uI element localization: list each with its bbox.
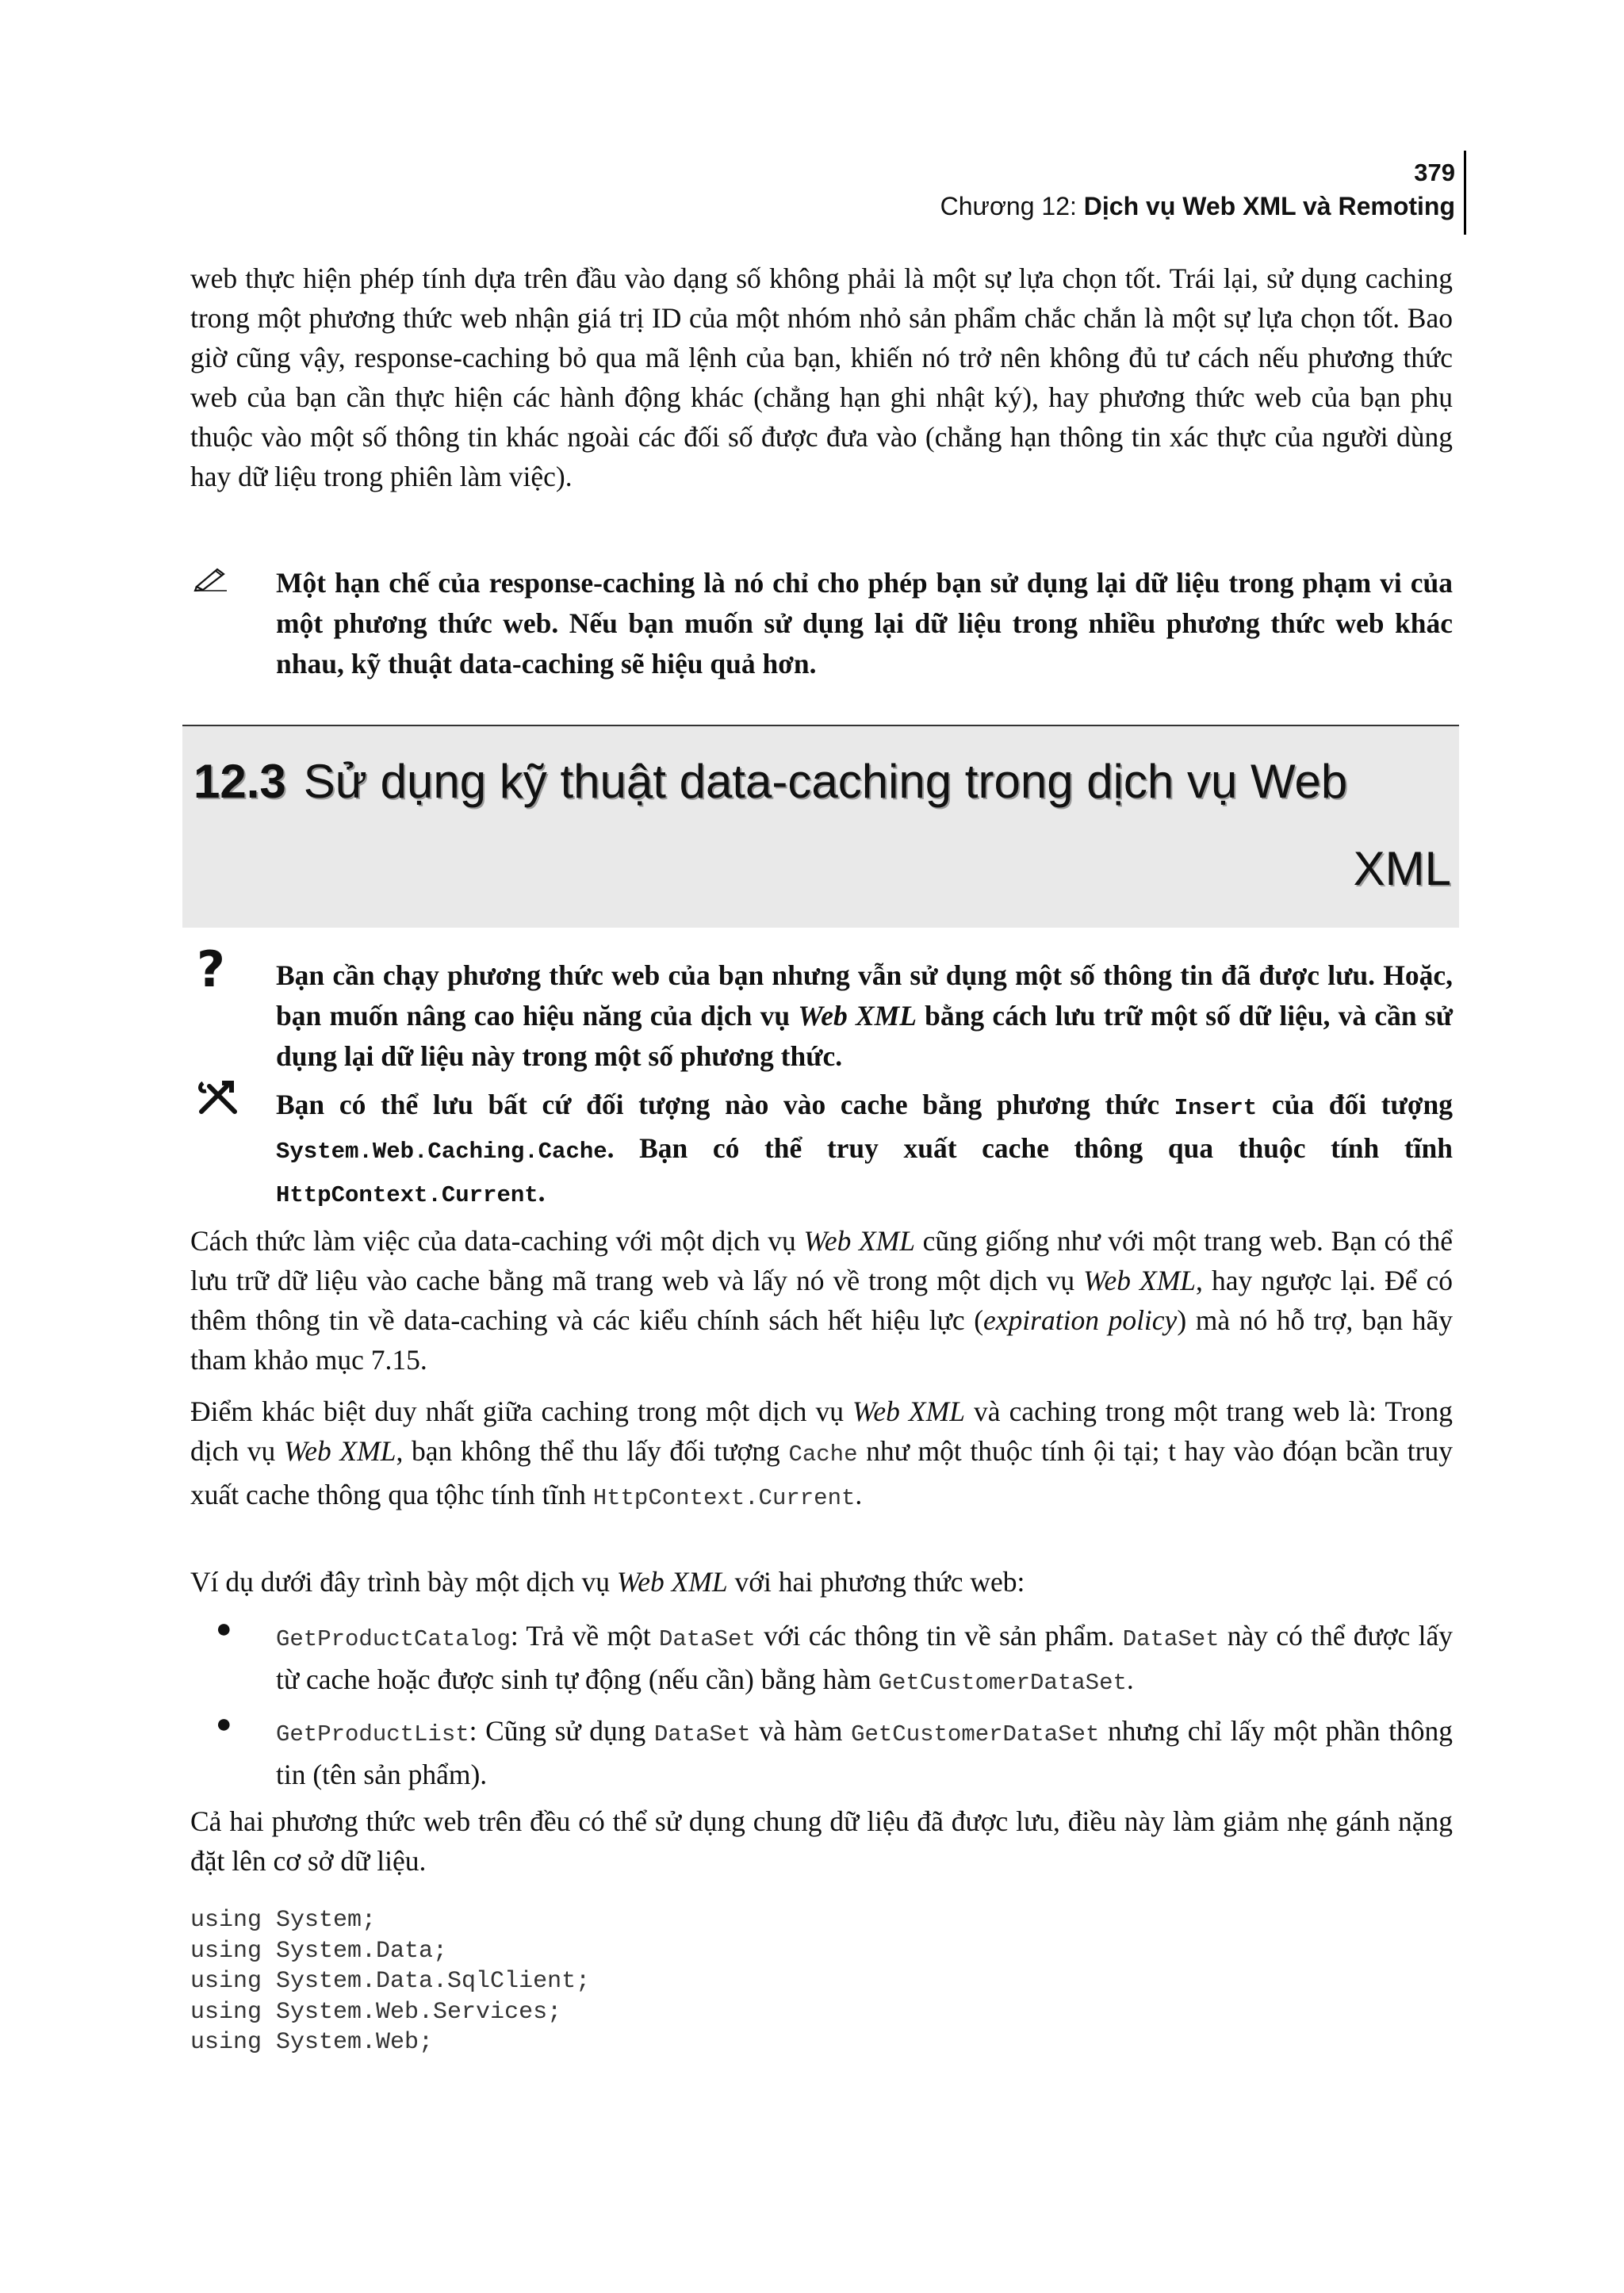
- page-number: 379: [1414, 159, 1455, 186]
- bullet-item: GetProductList: Cũng sử dụng DataSet và hàm GetCustomerDataSet nhưng chỉ lấy một phần thông tin (tên sản phẩm).: [276, 1715, 1453, 1790]
- running-header: [940, 157, 1455, 224]
- paragraph-data-caching: Cách thức làm việc của data-caching với một dịch vụ Web XML cũng giống như với một trang web. Bạn có thể lưu trữ dữ liệu vào cache bằng mã trang web và lấy nó về trong một dịch vụ Web XML, hay ngược lại. Để có thêm thông tin về data-caching và các kiểu chính sách hết hiệu lực (expiration policy) mà nó hỗ trợ, bạn hãy tham khảo mục 7.15.: [190, 1225, 1453, 1376]
- note-text: Một hạn chế của response-caching là nó chỉ cho phép bạn sử dụng lại dữ liệu trong phạm vi của một phương thức web. Nếu bạn muốn sử dụng lại dữ liệu trong nhiều phương thức web khác nhau, kỹ thuật data-caching sẽ hiệu quả hơn.: [276, 567, 1453, 679]
- chapter-title: Chương 12: Dịch vụ Web XML và Remoting: [940, 192, 1455, 220]
- code-listing: [190, 1905, 590, 2058]
- paragraph-shared-cache: Cả hai phương thức web trên đều có thể sử dụng chung dữ liệu đã được lưu, điều này làm giảm nhẹ gánh nặng đặt lên cơ sở dữ liệu.: [190, 1805, 1453, 1877]
- section-number: 12.3: [193, 755, 286, 808]
- solution-text: Bạn có thể lưu bất cứ đối tượng nào vào cache bằng phương thức Insert của đối tượng System.Web.Caching.Cache. Bạn có thể truy xuất cache thông qua thuộc tính tĩnh HttpContext.Current.: [276, 1089, 1453, 1208]
- question-mark-icon: ?: [197, 940, 225, 998]
- code-line: using System.Web;: [190, 2029, 434, 2056]
- code-line: using System;: [190, 1907, 377, 1934]
- code-line: using System.Data;: [190, 1937, 448, 1965]
- header-rule: [1464, 151, 1466, 235]
- bullet-icon: ●: [216, 1709, 232, 1739]
- bullet-icon: ●: [216, 1614, 232, 1644]
- code-line: using System.Web.Services;: [190, 1998, 562, 2026]
- tools-icon: [195, 1080, 241, 1120]
- pencil-note-icon: [193, 565, 228, 595]
- code-line: using System.Data.SqlClient;: [190, 1968, 591, 1995]
- section-title: Sử dụng kỹ thuật data-caching trong dịch vụ Web: [303, 755, 1348, 808]
- paragraph-example-intro: Ví dụ dưới đây trình bày một dịch vụ Web XML với hai phương thức web:: [190, 1566, 1025, 1598]
- section-title-continued: XML: [1353, 842, 1451, 895]
- paragraph-difference: Điểm khác biệt duy nhất giữa caching trong một dịch vụ Web XML và caching trong một trang web là: Trong dịch vụ Web XML, bạn không thể thu lấy đối tượng Cache như một thuộc tính ội tại; t hay vào đóạn bcần truy xuất cache thông qua tộhc tính tĩnh HttpContext.Current.: [190, 1395, 1453, 1511]
- problem-text: Bạn cần chạy phương thức web của bạn nhưng vẫn sử dụng một số thông tin đã được lưu. Hoặc, bạn muốn nâng cao hiệu năng của dịch vụ Web XML bằng cách lưu trữ một số dữ liệu, và cần sử dụng lại dữ liệu này trong một số phương thức.: [276, 959, 1454, 1072]
- intro-paragraph: web thực hiện phép tính dựa trên đầu vào dạng số không phải là một sự lựa chọn tốt. Trái lại, sử dụng caching trong một phương thức web nhận giá trị ID của một nhóm nhỏ sản phẩm chắc chắn là một sự lựa chọn tốt. Bao giờ cũng vậy, response-caching bỏ qua mã lệnh của bạn, khiến nó trở nên không đủ tư cách nếu phương thức web của bạn cần thực hiện các hành động khác (chẳng hạn ghi nhật ký), hay phương thức web của bạn phụ thuộc vào một số thông tin khác ngoài các đối số được đưa vào (chẳng hạn thông tin xác thực của người dùng hay dữ liệu trong phiên làm việc).: [190, 262, 1453, 492]
- section-heading: [182, 725, 1459, 928]
- bullet-item: GetProductCatalog: Trả về một DataSet với các thông tin về sản phẩm. DataSet này có thể được lấy từ cache hoặc được sinh tự động (nếu cần) bằng hàm GetCustomerDataSet.: [276, 1620, 1453, 1696]
